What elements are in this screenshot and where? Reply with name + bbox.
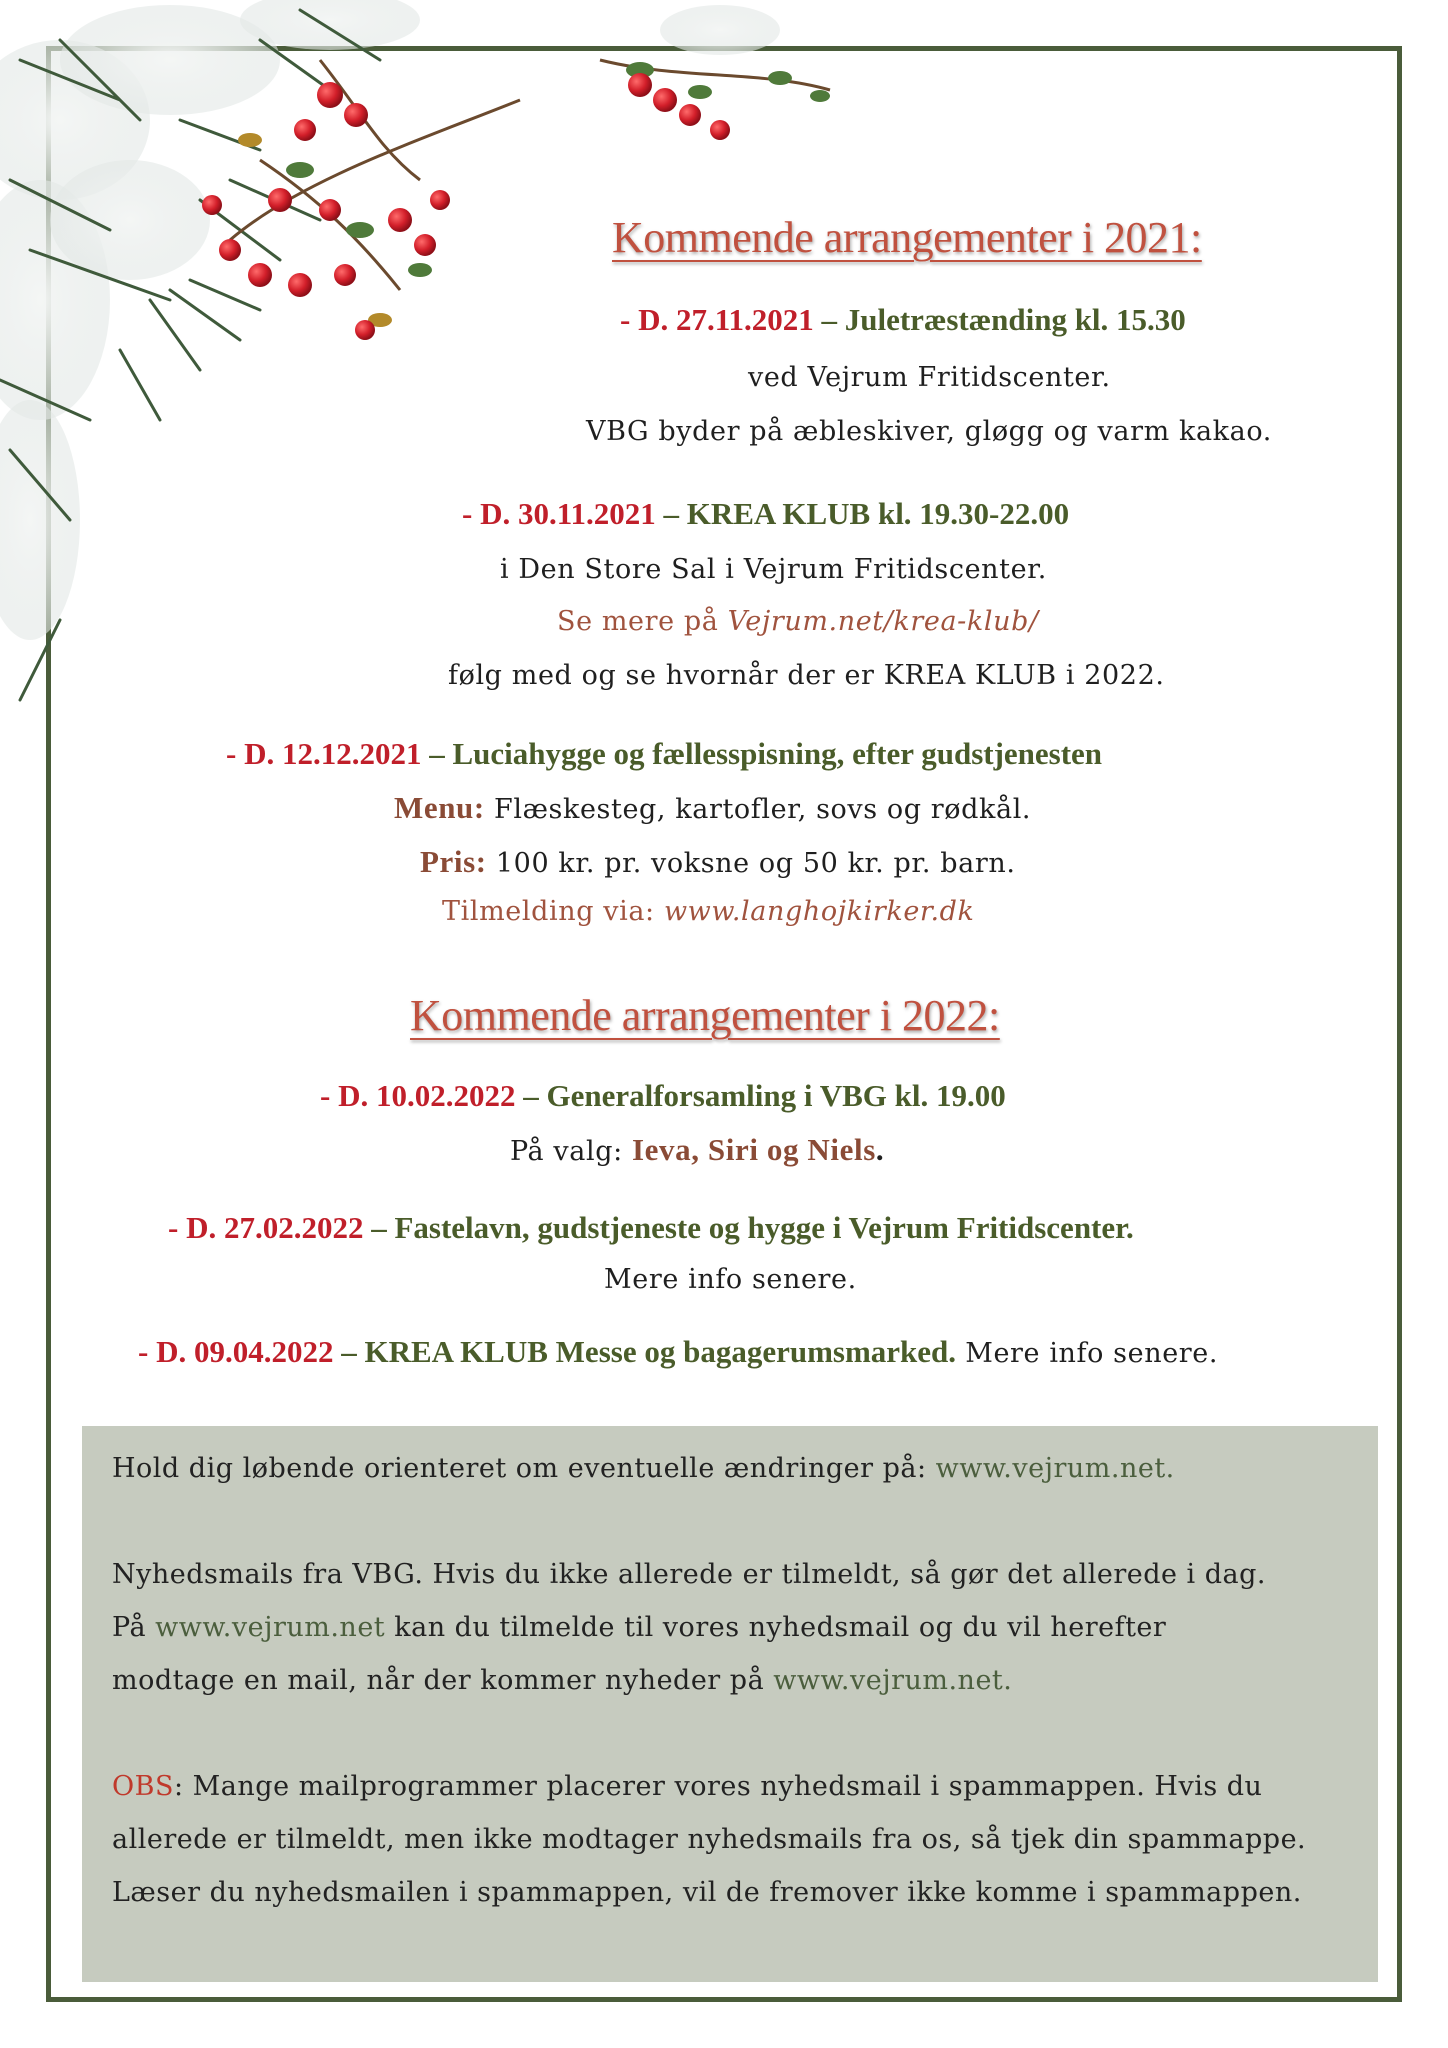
- election-prefix: På valg:: [510, 1136, 632, 1167]
- newsletter-intro: Nyhedsmails fra VBG. Hvis du ikke allerede er tilmeldt, så gør det allerede i dag.: [112, 1559, 1267, 1590]
- vejrum-link[interactable]: www.vejrum.net.: [773, 1665, 1013, 1696]
- obs-label: OBS: [112, 1771, 174, 1802]
- vejrum-link[interactable]: www.vejrum.net.: [935, 1453, 1175, 1484]
- newsletter-text-c: modtage en mail, når der kommer nyheder på: [112, 1665, 774, 1696]
- event-2021-3-heading: [226, 736, 1102, 772]
- event-2021-1-heading: [620, 302, 1186, 338]
- event-2021-1-description: VBG byder på æbleskiver, gløgg og varm kakao.: [586, 416, 1272, 447]
- vejrum-link[interactable]: www.vejrum.net: [155, 1612, 386, 1643]
- info-paragraph-1: [112, 1442, 1352, 1495]
- event-title: – Luciahygge og fællesspisning, efter gudstjenesten: [421, 736, 1103, 771]
- event-2022-3-heading: [138, 1334, 1218, 1370]
- event-date: - D. 27.11.2021: [620, 302, 814, 337]
- price-text: 100 kr. pr. voksne og 50 kr. pr. barn.: [486, 848, 1016, 879]
- heading-2022: Kommende arrangementer i 2022:: [410, 991, 1000, 1040]
- price-label: Pris:: [420, 844, 487, 879]
- candidate-names: Ieva, Siri og Niels: [631, 1132, 876, 1167]
- red-berries: [202, 73, 730, 340]
- event-2022-2-heading: [168, 1210, 1134, 1246]
- langhojkirker-link[interactable]: www.langhojkirker.dk: [663, 896, 975, 927]
- event-2021-2-link-line: [557, 606, 1039, 637]
- event-title: – KREA KLUB kl. 19.30-22.00: [655, 496, 1070, 531]
- event-2022-1-heading: [320, 1078, 1006, 1114]
- event-2021-3-menu: [394, 790, 1031, 826]
- signup-prefix: Tilmelding via:: [442, 896, 664, 927]
- event-2021-1-location: ved Vejrum Fritidscenter.: [748, 362, 1111, 393]
- info-paragraph-obs: [112, 1760, 1352, 1919]
- event-2021-3-signup: [442, 896, 974, 927]
- event-2021-2-note: følg med og se hvornår der er KREA KLUB i 2022.: [448, 660, 1165, 691]
- newsletter-text-a: På: [112, 1612, 156, 1643]
- event-2022-2-note: Mere info senere.: [604, 1264, 857, 1295]
- event-title: – Fastelavn, gudstjeneste og hygge i Vejrum Fritidscenter.: [363, 1210, 1134, 1245]
- event-title: – Juletræstænding kl. 15.30: [813, 302, 1186, 337]
- heading-2021: Kommende arrangementer i 2021:: [612, 213, 1202, 262]
- event-date: - D. 09.04.2022: [138, 1334, 334, 1369]
- info-paragraph-2: [112, 1548, 1352, 1707]
- event-title: – KREA KLUB Messe og bagagerumsmarked.: [333, 1334, 957, 1369]
- event-2021-2-heading: [462, 496, 1069, 532]
- event-date: - D. 30.11.2021: [462, 496, 656, 531]
- event-2021-3-price: [420, 844, 1016, 880]
- event-2021-2-location: i Den Store Sal i Vejrum Fritidscenter.: [500, 554, 1047, 585]
- menu-text: Flæskesteg, kartofler, sovs og rødkål.: [484, 794, 1032, 825]
- event-date: - D. 12.12.2021: [226, 736, 422, 771]
- event-date: - D. 10.02.2022: [320, 1078, 516, 1113]
- menu-label: Menu:: [394, 790, 485, 825]
- event-title: – Generalforsamling i VBG kl. 19.00: [515, 1078, 1006, 1113]
- event-date: - D. 27.02.2022: [168, 1210, 364, 1245]
- link-prefix: Se mere på: [557, 606, 728, 637]
- info-box: [82, 1426, 1378, 1982]
- event-suffix: Mere info senere.: [956, 1338, 1219, 1369]
- krea-klub-link[interactable]: Vejrum.net/krea-klub/: [727, 606, 1039, 637]
- newsletter-text-b: kan du tilmelde til vores nyhedsmail og du vil herefter: [385, 1612, 1167, 1643]
- event-2022-1-election: [510, 1132, 884, 1168]
- info-text: Hold dig løbende orienteret om eventuelle ændringer på:: [112, 1453, 936, 1484]
- election-suffix: .: [875, 1132, 885, 1167]
- obs-text: : Mange mailprogrammer placerer vores nyhedsmail i spammappen. Hvis du allerede er tilmeldt, men ikke modtager nyhedsmails fra os, så tjek din spammappe. Læser du nyhedsmailen i spammappen, vil de fremover ikke komme i spammappen.: [112, 1771, 1307, 1908]
